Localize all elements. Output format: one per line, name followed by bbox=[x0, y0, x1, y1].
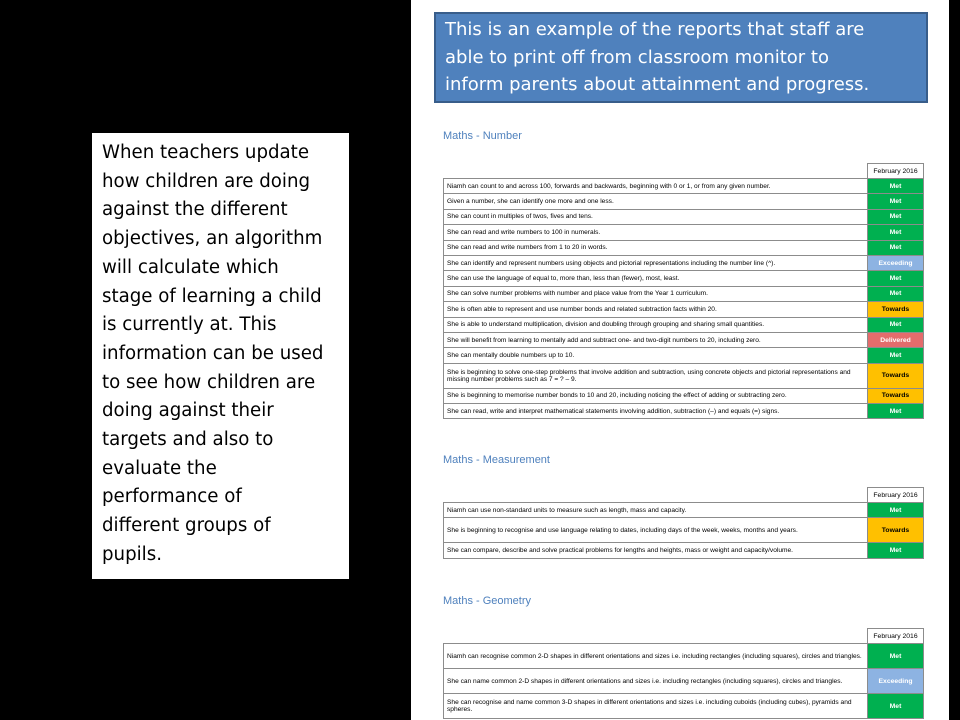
header-spacer bbox=[444, 629, 868, 644]
explanation-line: performance of bbox=[102, 486, 242, 508]
section-title-number: Maths - Number bbox=[443, 130, 522, 142]
objective-text: She will benefit from learning to mentally add and subtract one- and two-digit numbers to 20, including zero. bbox=[444, 332, 868, 347]
objective-row bbox=[444, 317, 924, 332]
objective-text: She can count in multiples of twos, fives and tens. bbox=[444, 209, 868, 224]
objective-text: She is often able to represent and use number bonds and related subtraction facts within 20. bbox=[444, 302, 868, 317]
objective-text: She can name common 2-D shapes in different orientations and sizes i.e. including rectangles (including squares), circles and triangles. bbox=[444, 669, 868, 694]
objective-row bbox=[444, 518, 924, 543]
status-badge: Met bbox=[868, 179, 924, 194]
objectives-table-number bbox=[443, 163, 924, 419]
status-badge: Met bbox=[868, 317, 924, 332]
callout-line: inform parents about attainment and progress. bbox=[445, 74, 870, 95]
objective-text: She can recognise and name common 3-D shapes in different orientations and sizes i.e. including cuboids (including cubes), pyramids and spheres. bbox=[444, 694, 868, 719]
table-header-row bbox=[444, 488, 924, 503]
callout-line: This is an example of the reports that staff are bbox=[445, 19, 865, 40]
explanation-line: stage of learning a child bbox=[102, 285, 322, 307]
status-badge: Met bbox=[868, 271, 924, 286]
status-badge: Met bbox=[868, 644, 924, 669]
status-badge: Delivered bbox=[868, 332, 924, 347]
objective-row bbox=[444, 240, 924, 255]
header-spacer bbox=[444, 488, 868, 503]
objective-text: She can mentally double numbers up to 10. bbox=[444, 348, 868, 363]
explanation-line: is currently at. This bbox=[102, 314, 277, 336]
status-badge: Met bbox=[868, 209, 924, 224]
objective-text: She can use the language of equal to, more than, less than (fewer), most, least. bbox=[444, 271, 868, 286]
objective-row bbox=[444, 543, 924, 558]
objective-text: She can read and write numbers from 1 to 20 in words. bbox=[444, 240, 868, 255]
explanation-line: evaluate the bbox=[102, 457, 217, 479]
date-header: February 2016 bbox=[868, 164, 924, 179]
explanation-line: pupils. bbox=[102, 543, 162, 565]
objective-row bbox=[444, 302, 924, 317]
objective-row bbox=[444, 271, 924, 286]
objective-text: She can solve number problems with number and place value from the Year 1 curriculum. bbox=[444, 286, 868, 301]
status-badge: Met bbox=[868, 348, 924, 363]
objective-row bbox=[444, 332, 924, 347]
explanation-line: different groups of bbox=[102, 515, 271, 537]
objective-row bbox=[444, 286, 924, 301]
status-badge: Towards bbox=[868, 518, 924, 543]
objective-row bbox=[444, 694, 924, 719]
status-badge: Met bbox=[868, 286, 924, 301]
explanation-line: information can be used bbox=[102, 342, 324, 364]
objective-text: She can read, write and interpret mathematical statements involving addition, subtraction (–) and equals (=) signs. bbox=[444, 404, 868, 419]
status-badge: Exceeding bbox=[868, 255, 924, 270]
objective-row bbox=[444, 255, 924, 270]
objective-row bbox=[444, 194, 924, 209]
objective-text: Niamh can use non-standard units to measure such as length, mass and capacity. bbox=[444, 503, 868, 518]
objective-row bbox=[444, 179, 924, 194]
objective-text: She is beginning to recognise and use language relating to dates, including days of the week, weeks, months and years. bbox=[444, 518, 868, 543]
explanation-line: targets and also to bbox=[102, 429, 274, 451]
objective-text: She is beginning to solve one-step problems that involve addition and subtraction, using concrete objects and pictorial representations and missing number problems such as 7 = ? – 9. bbox=[444, 363, 868, 388]
objective-row bbox=[444, 388, 924, 403]
objective-row bbox=[444, 209, 924, 224]
explanation-line: objectives, an algorithm bbox=[102, 228, 323, 250]
status-badge: Met bbox=[868, 404, 924, 419]
objective-text: She can identify and represent numbers using objects and pictorial representations including the number line (^). bbox=[444, 255, 868, 270]
status-badge: Met bbox=[868, 543, 924, 558]
status-badge: Towards bbox=[868, 363, 924, 388]
status-badge: Met bbox=[868, 240, 924, 255]
explanation-line: against the different bbox=[102, 199, 288, 221]
callout-box bbox=[434, 12, 928, 103]
objective-row bbox=[444, 348, 924, 363]
objective-text: Niamh can count to and across 100, forwards and backwards, beginning with 0 or 1, or from any given number. bbox=[444, 179, 868, 194]
section-title-geometry: Maths - Geometry bbox=[443, 595, 532, 607]
status-badge: Met bbox=[868, 194, 924, 209]
objective-text: Given a number, she can identify one more and one less. bbox=[444, 194, 868, 209]
objectives-table-geometry bbox=[443, 628, 924, 719]
status-badge: Towards bbox=[868, 388, 924, 403]
status-badge: Met bbox=[868, 694, 924, 719]
objective-text: Niamh can recognise common 2-D shapes in different orientations and sizes i.e. including rectangles (including squares), circles and triangles. bbox=[444, 644, 868, 669]
header-spacer bbox=[444, 164, 868, 179]
objective-row bbox=[444, 404, 924, 419]
objective-row bbox=[444, 503, 924, 518]
objective-text: She is beginning to memorise number bonds to 10 and 20, including noticing the effect of adding or subtracting zero. bbox=[444, 388, 868, 403]
table-header-row bbox=[444, 164, 924, 179]
callout-line: able to print off from classroom monitor to bbox=[445, 46, 829, 68]
table-header-row bbox=[444, 629, 924, 644]
status-badge: Exceeding bbox=[868, 669, 924, 694]
objective-row bbox=[444, 669, 924, 694]
date-header: February 2016 bbox=[868, 488, 924, 503]
section-title-measurement: Maths - Measurement bbox=[443, 454, 550, 466]
objective-text: She can compare, describe and solve practical problems for lengths and heights, mass or weight and capacity/volume. bbox=[444, 543, 868, 558]
explanation-line: When teachers update bbox=[102, 142, 310, 163]
explanation-line: doing against their bbox=[102, 400, 274, 422]
status-badge: Met bbox=[868, 225, 924, 240]
status-badge: Met bbox=[868, 503, 924, 518]
explanation-text-box bbox=[92, 133, 349, 579]
objectives-table-measurement bbox=[443, 487, 924, 559]
status-badge: Towards bbox=[868, 302, 924, 317]
objective-text: She is able to understand multiplication, division and doubling through grouping and sharing small quantities. bbox=[444, 317, 868, 332]
objective-row bbox=[444, 363, 924, 388]
explanation-line: to see how children are bbox=[102, 371, 316, 393]
objective-row bbox=[444, 225, 924, 240]
explanation-line: how children are doing bbox=[102, 170, 311, 192]
objective-row bbox=[444, 644, 924, 669]
date-header: February 2016 bbox=[868, 629, 924, 644]
explanation-line: will calculate which bbox=[102, 256, 279, 278]
objective-text: She can read and write numbers to 100 in numerals. bbox=[444, 225, 868, 240]
